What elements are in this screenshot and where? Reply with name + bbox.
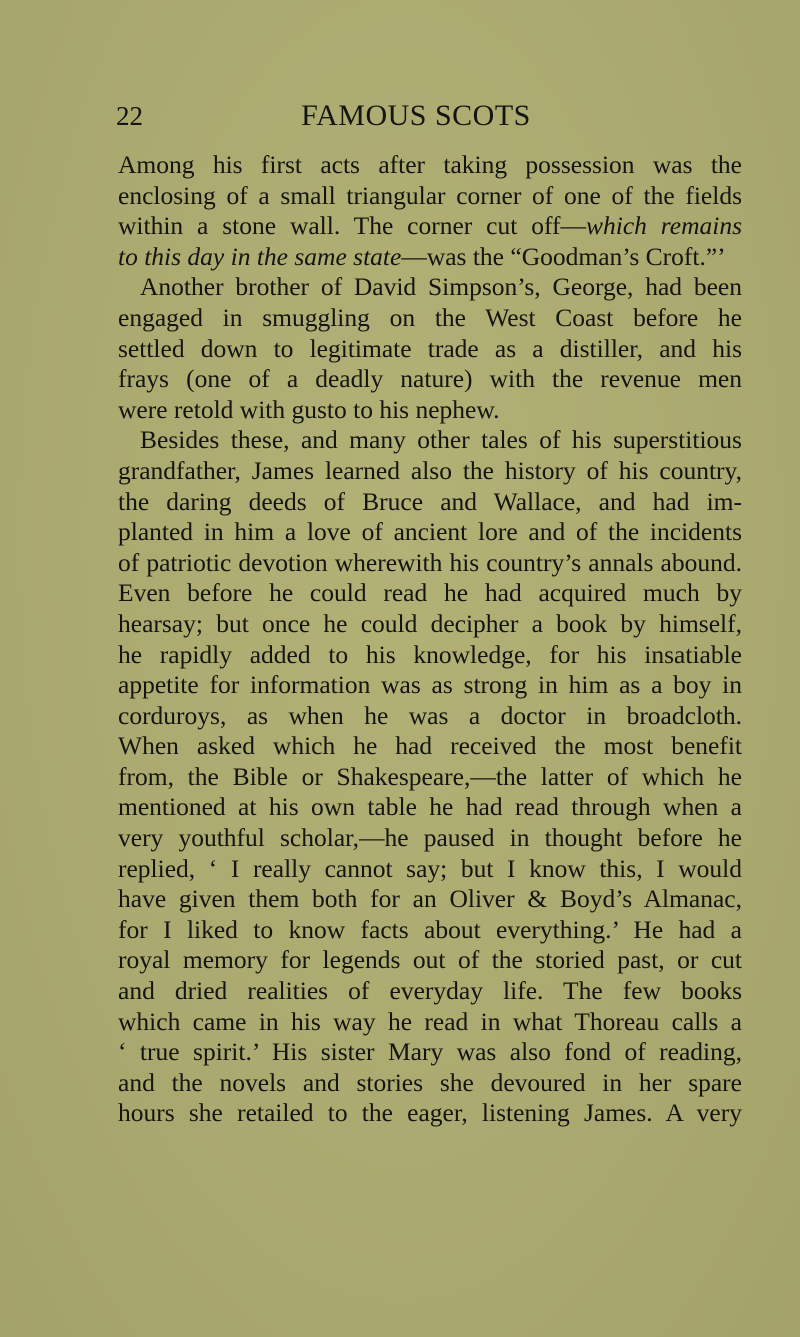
text-line: were retold with gusto to his nephew. <box>118 394 500 424</box>
text-line: corduroys, as when he was a doctor in broadcloth. <box>118 700 742 730</box>
text-line: Another brother of David Simpson’s, George, had been <box>140 272 742 302</box>
text-line: hours she retailed to the eager, listening James. A very <box>118 1098 742 1128</box>
text-line: have given them both for an Oliver & Boyd’s Almanac, <box>118 884 742 914</box>
text-line: of patriotic devotion wherewith his country’s annals abound. <box>118 547 742 577</box>
text-line: enclosing of a small triangular corner of one of the fields <box>118 180 742 210</box>
text-line: royal memory for legends out of the storied past, or cut <box>118 945 742 975</box>
text-line: mentioned at his own table he had read through when a <box>118 792 742 822</box>
text-line: and dried realities of everyday life. The few books <box>118 976 742 1006</box>
text-line: engaged in smuggling on the West Coast before he <box>118 302 742 332</box>
body-text <box>118 150 742 1129</box>
text-line: for I liked to know facts about everything.’ He had a <box>118 914 742 944</box>
text-line: which came in his way he read in what Thoreau calls a <box>118 1006 742 1036</box>
text-line: Even before he could read he had acquired much by <box>118 578 742 608</box>
text-line: the daring deeds of Bruce and Wallace, and had im- <box>118 486 742 516</box>
text-line: very youthful scholar,—he paused in thought before he <box>118 823 742 853</box>
book-title: FAMOUS SCOTS <box>301 99 531 132</box>
running-head <box>116 96 716 136</box>
text-line: planted in him a love of ancient lore and of the incidents <box>118 517 742 547</box>
page-number: 22 <box>116 101 143 131</box>
text-line: grandfather, James learned also the history of his country, <box>118 455 742 485</box>
italic-phrase: which remains <box>585 211 742 241</box>
text-line: within a stone wall. The corner cut off—which remains <box>118 211 742 241</box>
text-line: and the novels and stories she devoured in her spare <box>118 1067 742 1097</box>
text-line: Besides these, and many other tales of his superstitious <box>140 425 742 455</box>
text-line: replied, ‘ I really cannot say; but I know this, I would <box>118 853 742 883</box>
text-line: settled down to legitimate trade as a distiller, and his <box>118 333 742 363</box>
text-line: from, the Bible or Shakespeare,—the latter of which he <box>118 761 742 791</box>
text-line: When asked which he had received the most benefit <box>118 731 742 761</box>
text-line: Among his first acts after taking possession was the <box>118 150 742 179</box>
italic-phrase: to this day in the same state <box>118 241 402 271</box>
text-line: frays (one of a deadly nature) with the revenue men <box>118 364 742 394</box>
text-line: hearsay; but once he could decipher a book by himself, <box>118 608 742 638</box>
text-line: he rapidly added to his knowledge, for his insatiable <box>118 639 742 669</box>
text-line: appetite for information was as strong in him as a boy in <box>118 670 742 700</box>
text-line: ‘ true spirit.’ His sister Mary was also fond of reading, <box>118 1037 742 1067</box>
text-line: to this day in the same state—was the “Goodman’s Croft.”’ <box>118 241 726 271</box>
